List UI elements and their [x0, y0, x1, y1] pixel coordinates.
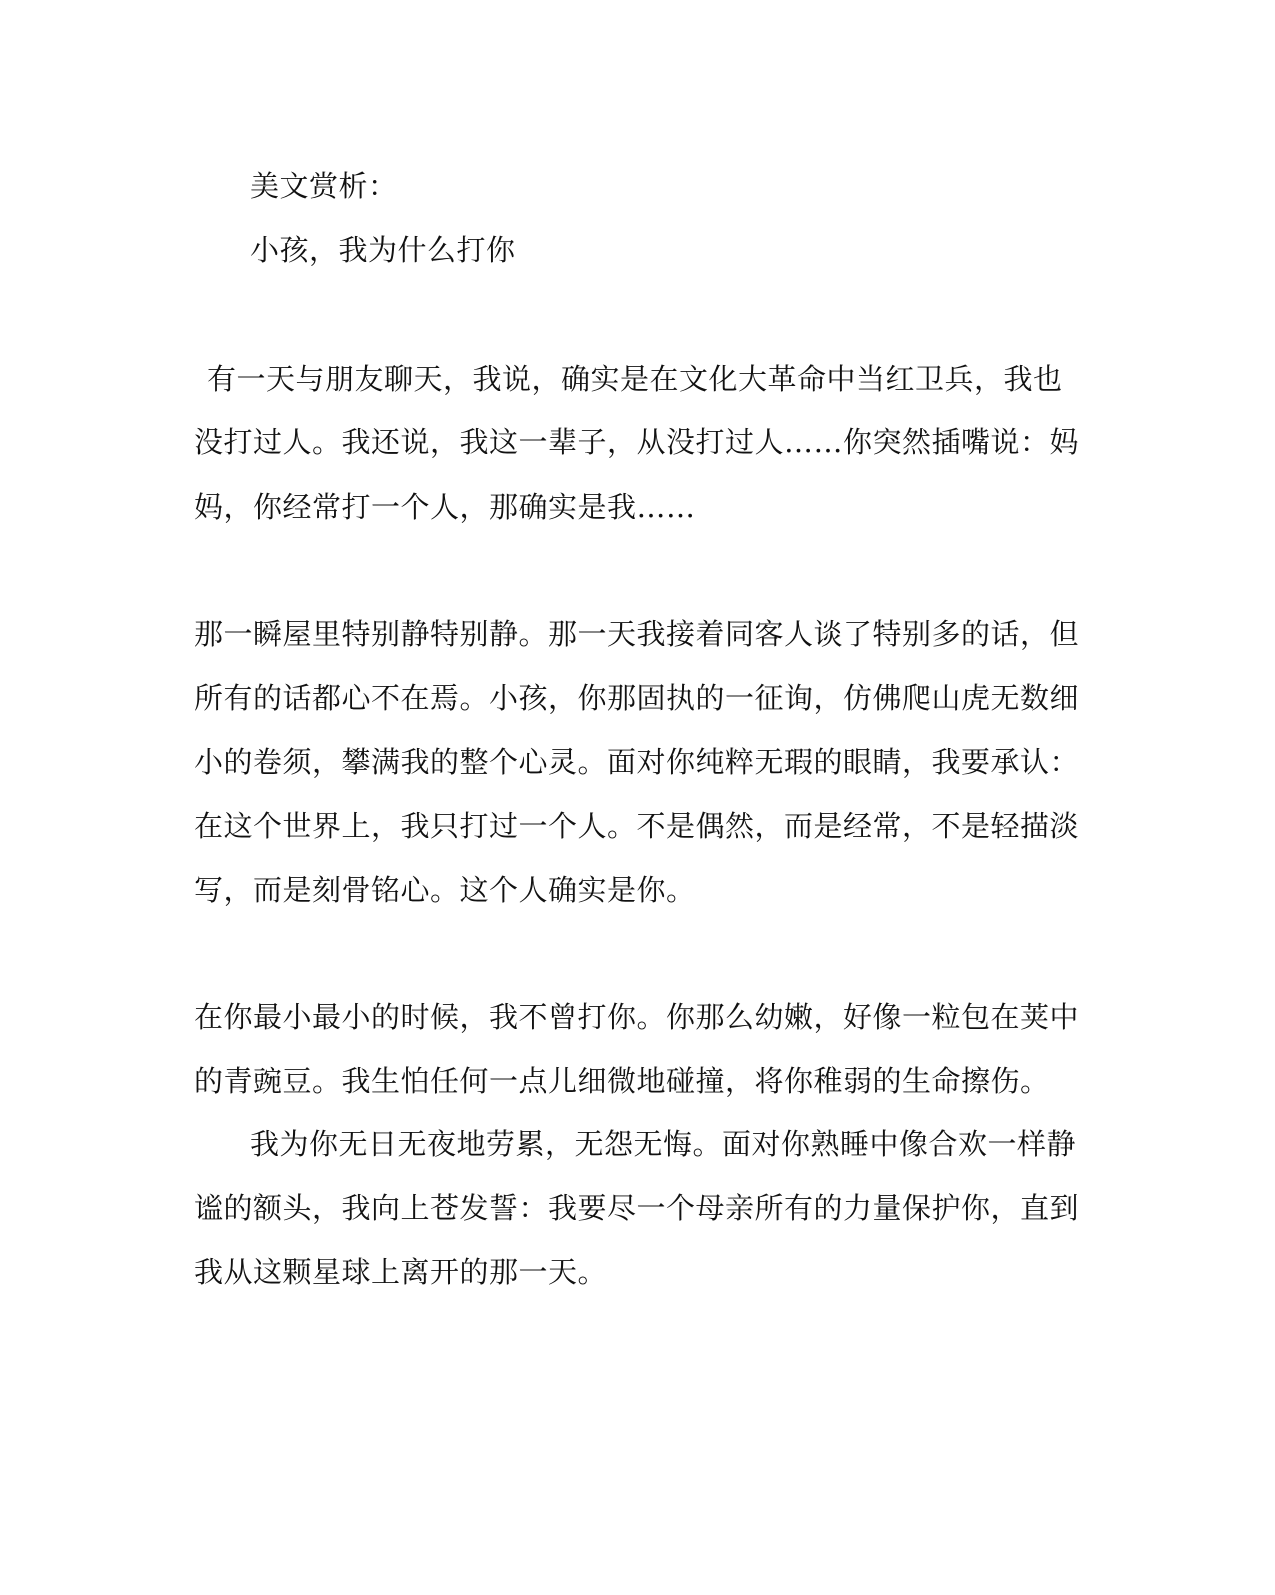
- section-heading: 美文赏析：: [250, 169, 398, 203]
- paragraph-line: 在这个世界上，我只打过一个人。不是偶然，而是经常，不是轻描淡: [194, 809, 1080, 843]
- paragraph-line: 小的卷须，攀满我的整个心灵。面对你纯粹无瑕的眼睛，我要承认：: [194, 745, 1080, 779]
- paragraph-line: 没打过人。我还说，我这一辈子，从没打过人……你突然插嘴说：妈: [194, 425, 1080, 459]
- paragraph-line: 在你最小最小的时候，我不曾打你。你那么幼嫩，好像一粒包在荚中: [194, 1000, 1080, 1034]
- paragraph-line: 的青豌豆。我生怕任何一点儿细微地碰撞，将你稚弱的生命擦伤。: [194, 1064, 1050, 1098]
- essay-title: 小孩，我为什么打你: [250, 233, 516, 267]
- paragraph-line: 那一瞬屋里特别静特别静。那一天我接着同客人谈了特别多的话，但: [194, 617, 1080, 651]
- paragraph-line: 妈，你经常打一个人，那确实是我……: [194, 490, 696, 524]
- paragraph-line: 我从这颗星球上离开的那一天。: [194, 1255, 608, 1289]
- paragraph-line: 写，而是刻骨铭心。这个人确实是你。: [194, 873, 696, 907]
- paragraph-line: 谧的额头，我向上苍发誓：我要尽一个母亲所有的力量保护你，直到: [194, 1191, 1080, 1225]
- paragraph-line: 我为你无日无夜地劳累，无怨无悔。面对你熟睡中像合欢一样静: [250, 1127, 1077, 1161]
- paragraph-line: 所有的话都心不在焉。小孩，你那固执的一征询，仿佛爬山虎无数细: [194, 681, 1080, 715]
- paragraph-line: 有一天与朋友聊天，我说，确实是在文化大革命中当红卫兵，我也: [207, 362, 1063, 396]
